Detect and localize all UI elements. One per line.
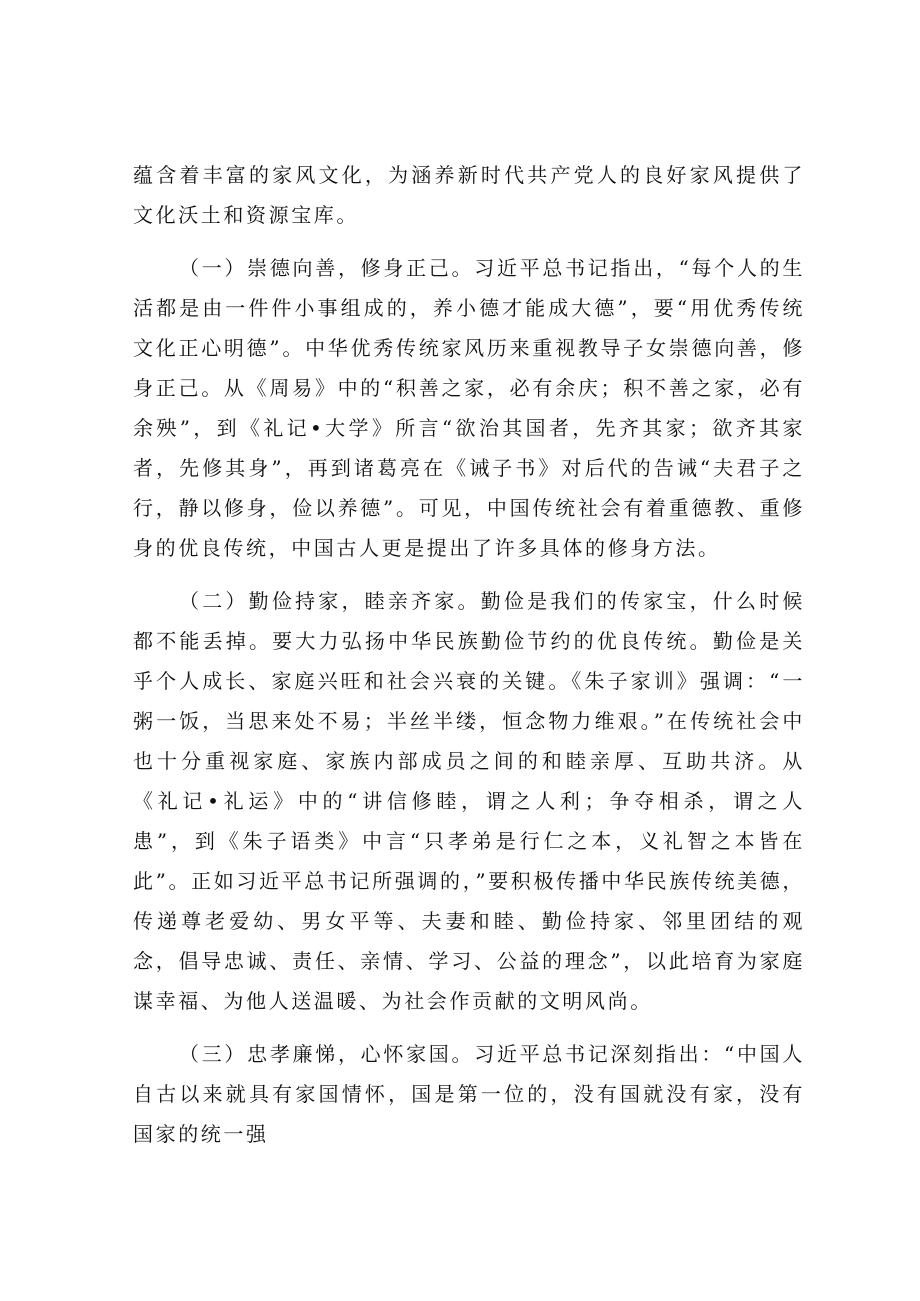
paragraph-section-2: （二）勤俭持家，睦亲齐家。勤俭是我们的传家宝，什么时候都不能丢掉。要大力弘扬中华民族勤俭节约的优良传统。勤俭是关乎个人成长、家庭兴旺和社会兴衰的关键。《朱子家训》强调：“一粥一饭，当思来处不易；半丝半缕，恒念物力维艰。”在传统社会中也十分重视家庭、家族内部成员之间的和睦亲厚、互助共济。从《礼记•礼运》中的“讲信修睦，谓之人利；争夺相杀，谓之人患”，到《朱子语类》中言“只孝弟是行仁之本，义礼智之本皆在此”。正如习近平总书记所强调的，”要积极传播中华民族传统美德，传递尊老爱幼、男女平等、夫妻和睦、勤俭持家、邻里团结的观念，倡导忠诚、责任、亲情、学习、公益的理念”，以此培育为家庭谋幸福、为他人送温暖、为社会作贡献的文明风尚。 bbox=[133, 589, 805, 1013]
paragraph-intro: 蕴含着丰富的家风文化，为涵养新时代共产党人的良好家风提供了文化沃土和资源宝库。 bbox=[133, 163, 805, 227]
document-page bbox=[133, 155, 805, 1167]
paragraph-section-1: （一）崇德向善，修身正己。习近平总书记指出，“每个人的生活都是由一件件小事组成的，养小德才能成大德”，要“用优秀传统文化正心明德”。中华优秀传统家风历来重视教导子女崇德向善，修身正己。从《周易》中的“积善之家，必有余庆；积不善之家，必有余殃”，到《礼记•大学》所言“欲治其国者，先齐其家；欲齐其家者，先修其身”，再到诸葛亮在《诫子书》对后代的告诫“夫君子之行，静以修身，俭以养德”。可见，中国传统社会有着重德教、重修身的优良传统，中国古人更是提出了许多具体的修身方法。 bbox=[133, 256, 805, 560]
paragraph-section-3: （三）忠孝廉悌，心怀家国。习近平总书记深刻指出：“中国人自古以来就具有家国情怀，国是第一位的，没有国就没有家，没有国家的统一强 bbox=[133, 1042, 805, 1146]
